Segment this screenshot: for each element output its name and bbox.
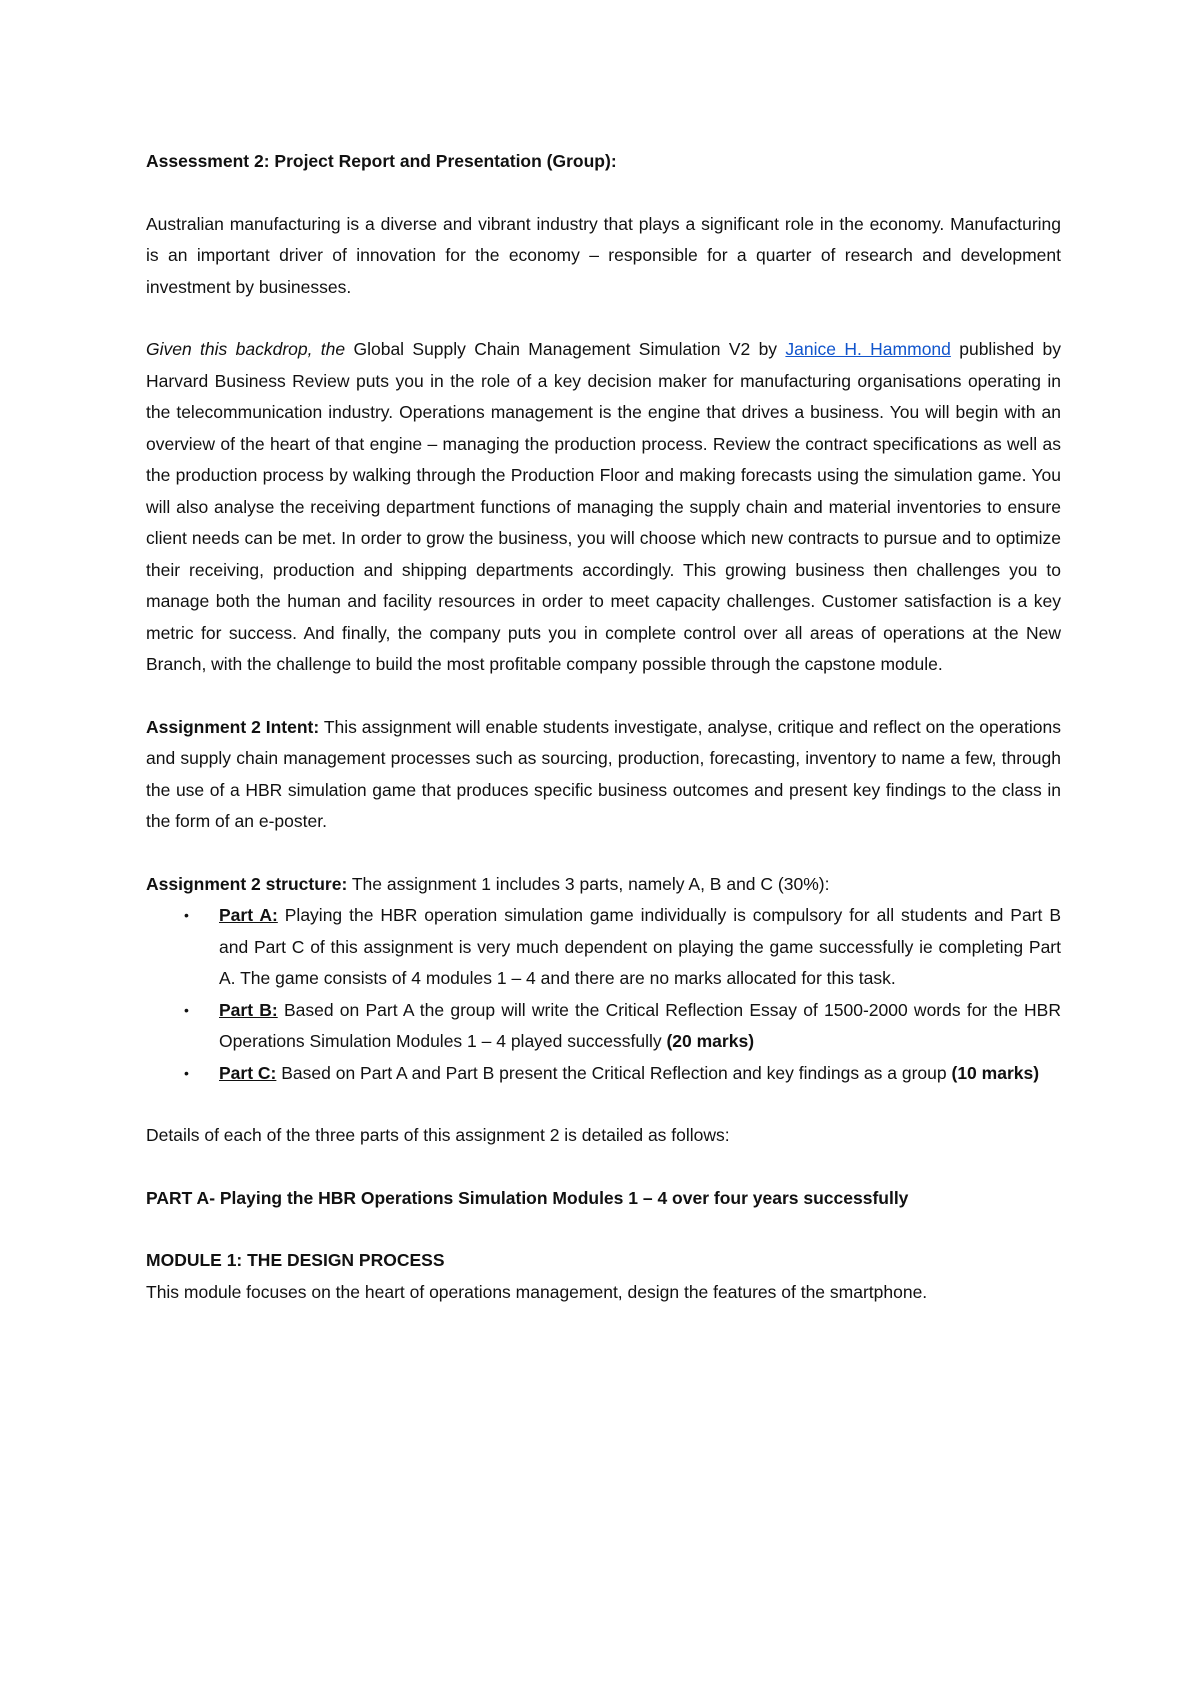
bullet-icon: • xyxy=(184,1001,189,1018)
document-title: Assessment 2: Project Report and Presentation (Group): xyxy=(146,151,617,171)
module1-text: This module focuses on the heart of operations management, design the features of the smartphone. xyxy=(146,1281,928,1302)
parts-list xyxy=(146,900,1061,1089)
author-link[interactable]: Janice H. Hammond xyxy=(785,339,951,359)
list-item-part-a: • Part A: Playing the HBR operation simulation game individually is compulsory for all students and Part B and Part C of this assignment is very much dependent on playing the game successfully ie completing Part A. The game consists of 4 modules 1 – 4 and there are no marks allocated for this task. xyxy=(146,900,1061,995)
bullet-icon: • xyxy=(184,1064,189,1081)
module1-heading: MODULE 1: THE DESIGN PROCESS xyxy=(146,1250,445,1270)
document-page xyxy=(146,146,1061,1308)
simulation-paragraph: Given this backdrop, the Global Supply Chain Management Simulation V2 by Janice H. Hammond published by Harvard Business Review puts you in the role of a key decision maker for manufacturing organisations operating in the telecommunication industry. Operations management is the engine that drives a business. You will begin with an overview of the heart of that engine – managing the production process. Review the contract specifications as well as the production process by walking through the Production Floor and making forecasts using the simulation game. You will also analyse the receiving department functions of managing the supply chain and material inventories to ensure client needs can be met. In order to grow the business, you will choose which new contracts to pursue and to optimize their receiving, production and shipping departments accordingly. This growing business then challenges you to manage both the human and facility resources in order to meet capacity challenges. Customer satisfaction is a key metric for success. And finally, the company puts you in complete control over all areas of operations at the New Branch, with the challenge to build the most profitable company possible through the capstone module. xyxy=(146,339,1061,674)
details-paragraph: Details of each of the three parts of this assignment 2 is detailed as follows: xyxy=(146,1125,730,1145)
structure-paragraph: Assignment 2 structure: The assignment 1 includes 3 parts, namely A, B and C (30%): xyxy=(146,873,830,894)
intro-paragraph: Australian manufacturing is a diverse and vibrant industry that plays a significant role in the economy. Manufacturing is an important driver of innovation for the economy – responsible for a quarter of research and development investment by businesses. xyxy=(146,213,1061,297)
list-item-part-b: • Part B: Based on Part A the group will write the Critical Reflection Essay of 1500-2000 words for the HBR Operations Simulation Modules 1 – 4 played successfully (20 marks) xyxy=(146,995,1061,1058)
list-item-part-c: • Part C: Based on Part A and Part B present the Critical Reflection and key findings as a group (10 marks) xyxy=(146,1058,1061,1090)
intent-paragraph: Assignment 2 Intent: This assignment will enable students investigate, analyse, critique and reflect on the operations and supply chain management processes such as sourcing, production, forecasting, inventory to name a few, through the use of a HBR simulation game that produces specific business outcomes and present key findings to the class in the form of an e-poster. xyxy=(146,716,1061,831)
part-a-heading: PART A- Playing the HBR Operations Simulation Modules 1 – 4 over four years successfully xyxy=(146,1187,909,1208)
bullet-icon: • xyxy=(184,907,189,923)
